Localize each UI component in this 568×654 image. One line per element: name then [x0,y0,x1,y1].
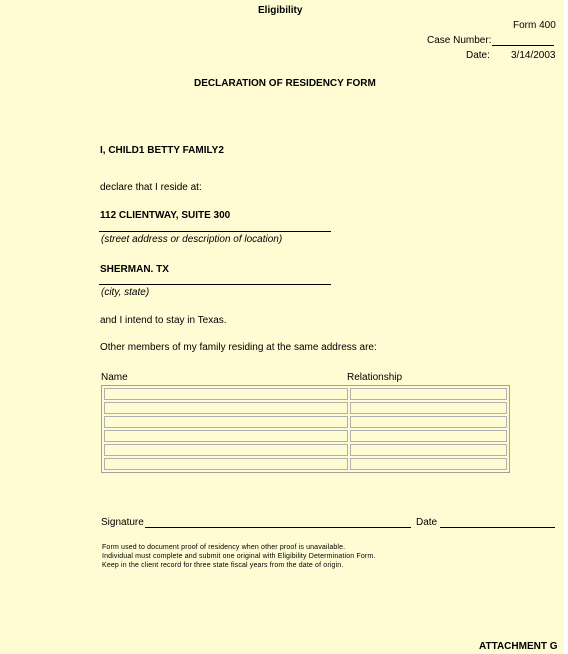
date-value: 3/14/2003 [511,50,556,61]
member-relationship-cell[interactable] [350,388,507,400]
signature-field[interactable] [145,527,411,528]
member-relationship-cell[interactable] [350,402,507,414]
member-name-cell[interactable] [104,388,348,400]
street-address-caption: (street address or description of location) [101,234,283,245]
member-relationship-cell[interactable] [350,430,507,442]
table-row [104,388,507,400]
signature-label: Signature [101,517,144,528]
case-number-field[interactable] [492,45,554,46]
member-relationship-cell[interactable] [350,458,507,470]
member-name-cell[interactable] [104,416,348,428]
member-name-cell[interactable] [104,402,348,414]
signature-date-label: Date [416,517,438,528]
intent-text: and I intend to stay in Texas. [100,315,227,326]
declarant-name: I, CHILD1 BETTY FAMILY2 [100,145,224,156]
case-number-label: Case Number: [427,35,492,46]
family-members-table [101,385,510,473]
table-row [104,430,507,442]
street-address-line [99,231,331,232]
signature-date-field[interactable] [440,527,555,528]
member-name-cell[interactable] [104,458,348,470]
form-number: Form 400 [513,20,556,31]
table-row [104,458,507,470]
city-state-line [99,284,331,285]
attachment-label: ATTACHMENT G [479,641,558,652]
note-line: Keep in the client record for three state fiscal years from the date of origin. [102,562,344,569]
note-line: Form used to document proof of residency when other proof is unavailable. [102,544,346,551]
city-state-caption: (city, state) [101,287,150,298]
table-row [104,402,507,414]
member-name-cell[interactable] [104,444,348,456]
form-heading: DECLARATION OF RESIDENCY FORM [194,78,376,89]
member-relationship-cell[interactable] [350,416,507,428]
note-line: Individual must complete and submit one original with Eligibility Determination Form. [102,553,376,560]
column-header-relationship: Relationship [347,372,403,383]
column-header-name: Name [101,372,128,383]
member-name-cell[interactable] [104,430,348,442]
declare-text: declare that I reside at: [100,182,202,193]
city-state-value: SHERMAN. TX [100,264,169,275]
date-label: Date: [466,50,490,61]
page-title: Eligibility [258,5,303,16]
table-row [104,444,507,456]
member-relationship-cell[interactable] [350,444,507,456]
table-row [104,416,507,428]
street-address-value: 112 CLIENTWAY, SUITE 300 [100,210,231,221]
family-members-text: Other members of my family residing at the same address are: [100,342,377,353]
